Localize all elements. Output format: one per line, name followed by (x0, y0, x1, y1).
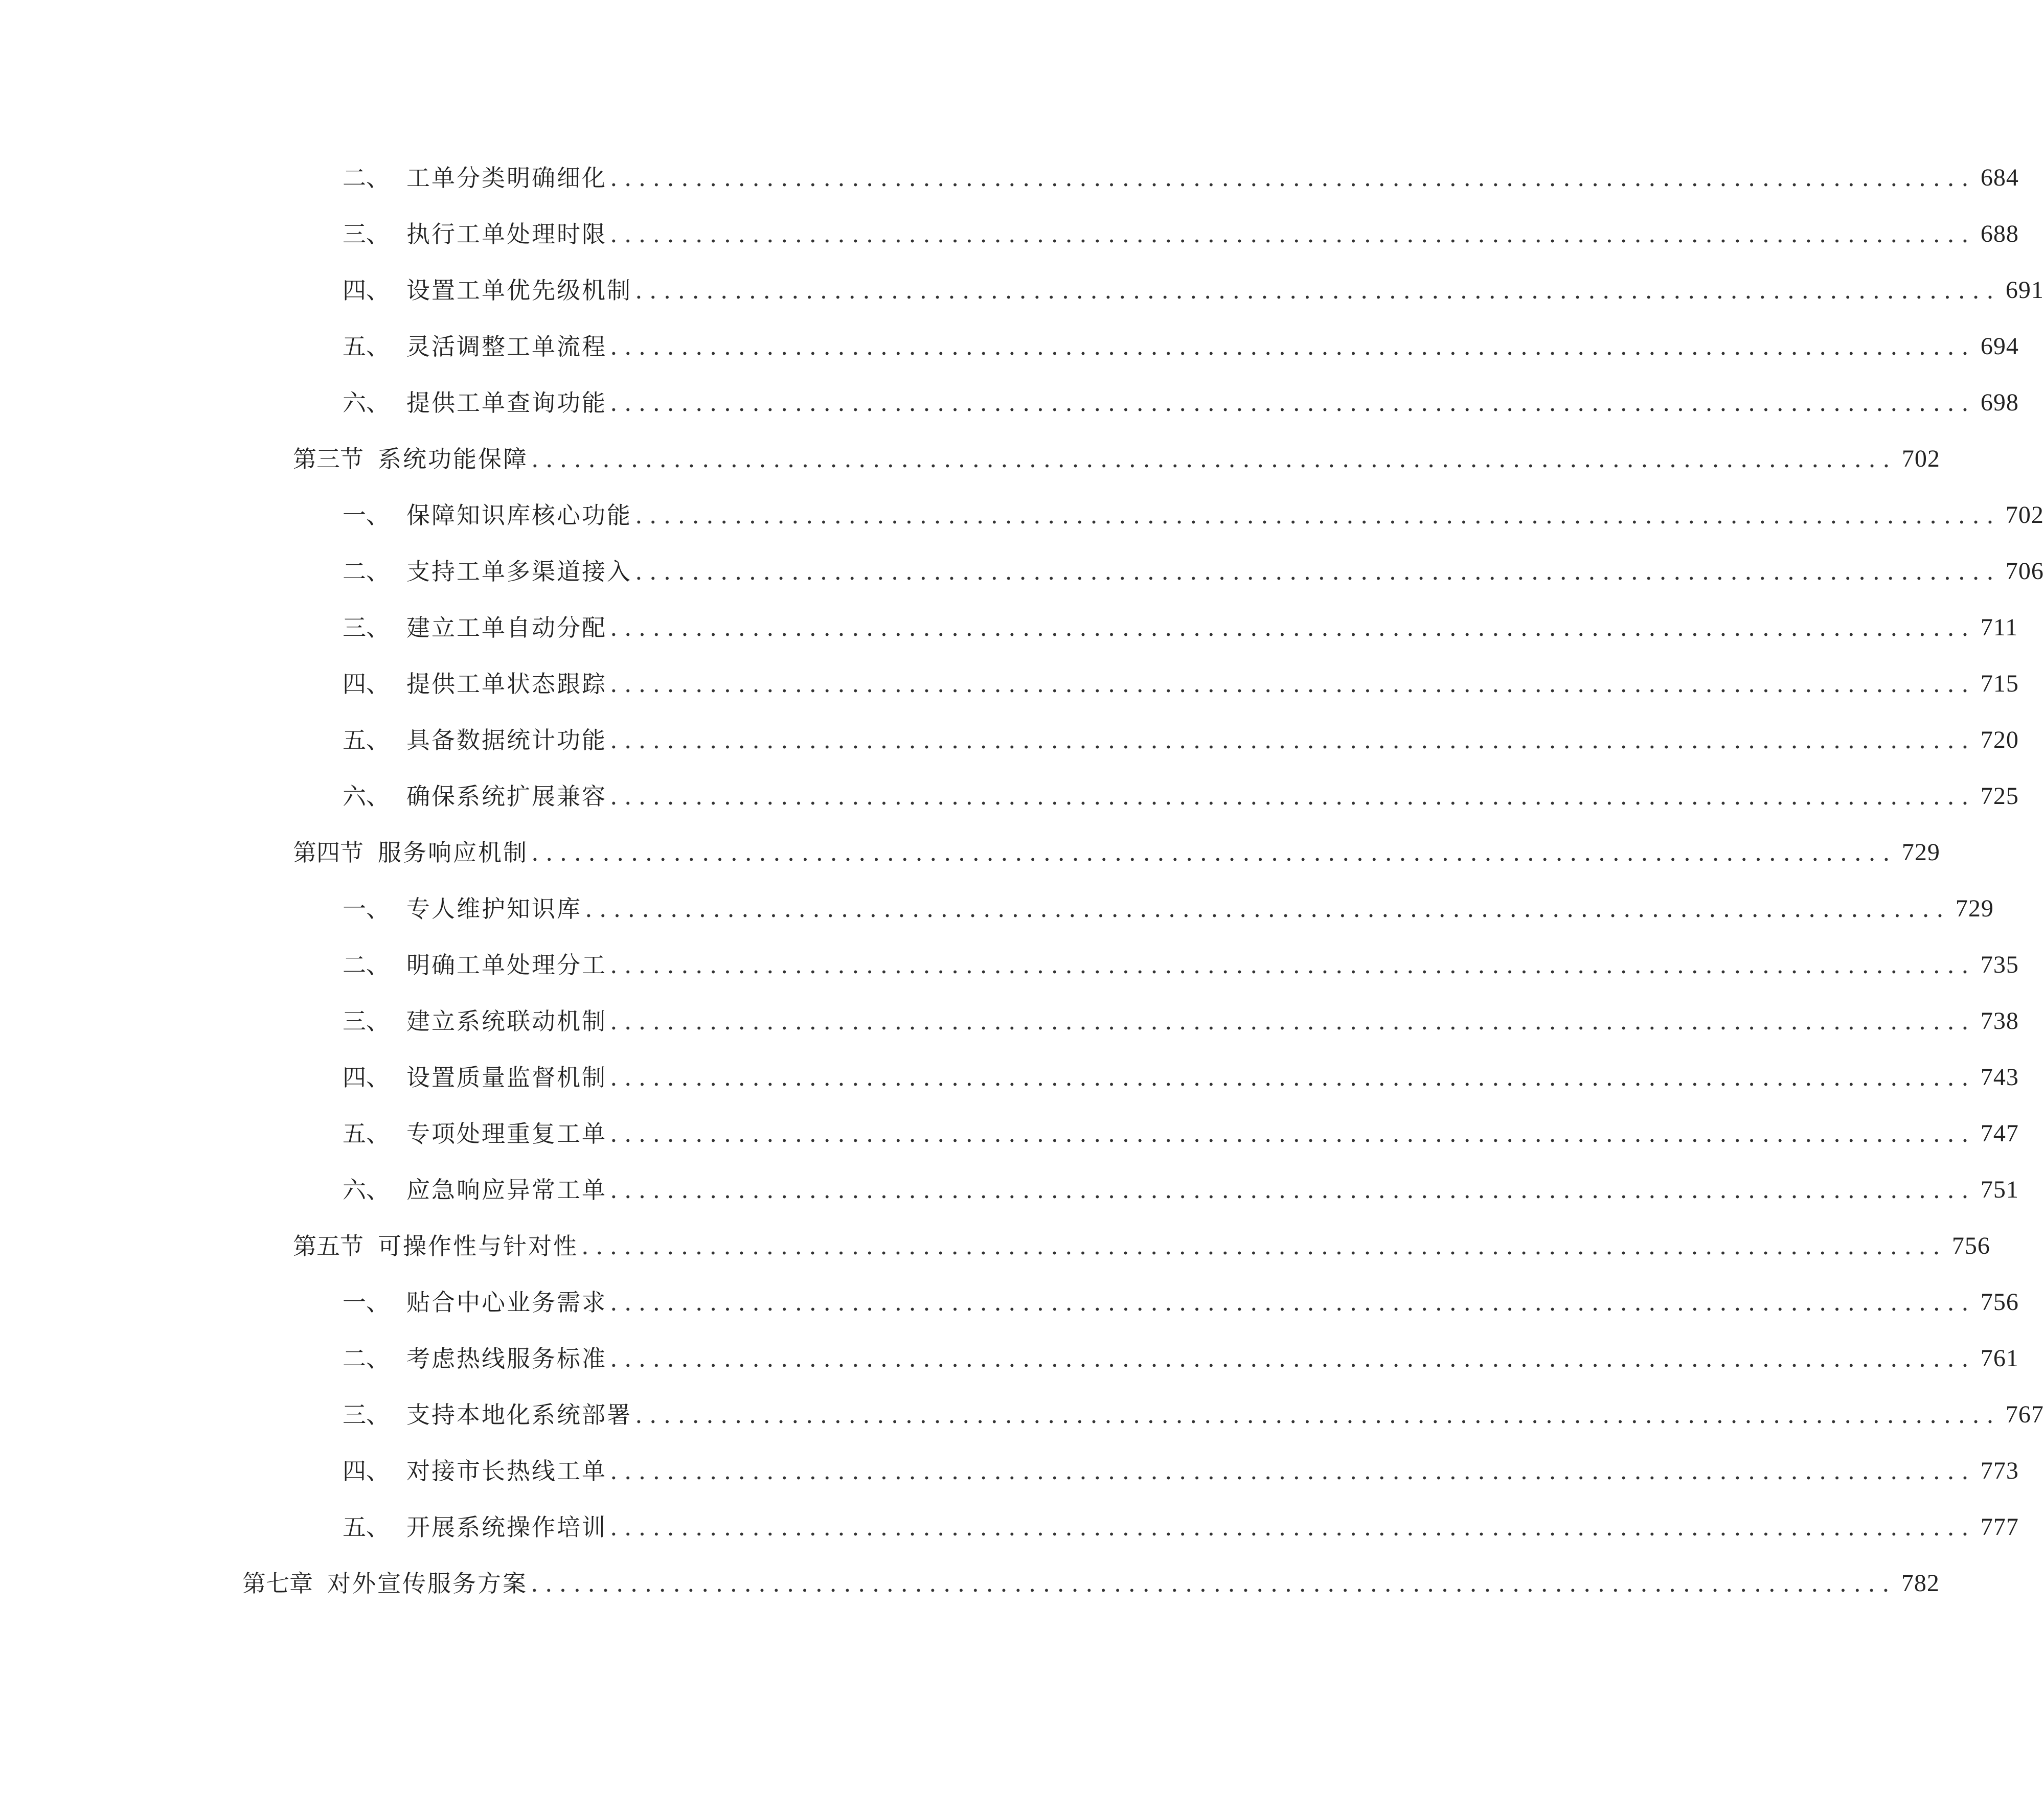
dot-leader: ................................................................................................ (610, 614, 1975, 641)
dot-leader: ................................................................................................ (610, 670, 1975, 698)
entry-page-number: 684 (1980, 164, 2019, 191)
entry-title: 保障知识库核心功能 (406, 501, 632, 529)
dot-leader: ................................................................................................ (610, 164, 1975, 192)
toc-entry[interactable] (343, 1113, 2019, 1154)
entry-number: 三、 (343, 1401, 390, 1429)
entry-number: 四、 (343, 277, 390, 304)
entry-title: 确保系统扩展兼容 (406, 783, 607, 810)
toc-entry[interactable] (343, 1394, 2044, 1435)
entry-number: 四、 (343, 670, 390, 698)
entry-title: 提供工单查询功能 (406, 389, 607, 417)
dot-leader: ................................................................................................ (610, 1176, 1975, 1204)
toc-entry[interactable] (343, 1057, 2019, 1098)
entry-page-number: 743 (1980, 1064, 2019, 1091)
dot-leader: ................................................................................................ (610, 1120, 1975, 1147)
toc-entry[interactable] (343, 888, 1994, 929)
entry-title: 具备数据统计功能 (406, 726, 607, 754)
toc-entry[interactable] (343, 1451, 2019, 1491)
entry-page-number: 751 (1980, 1176, 2019, 1203)
entry-number: 五、 (343, 333, 390, 360)
dot-leader: ................................................................................................ (610, 1007, 1975, 1035)
entry-number: 六、 (343, 389, 390, 417)
entry-page-number: 688 (1980, 220, 2019, 247)
entry-page-number: 702 (2005, 501, 2044, 528)
entry-title: 应急响应异常工单 (406, 1176, 607, 1204)
entry-number: 二、 (343, 558, 390, 585)
entry-page-number: 720 (1980, 726, 2019, 753)
entry-number: 五、 (343, 726, 390, 754)
dot-leader: ................................................................................................ (610, 1064, 1975, 1091)
entry-number: 第五节 (293, 1232, 364, 1260)
entry-page-number: 729 (1955, 895, 1994, 922)
entry-page-number: 782 (1901, 1570, 1940, 1597)
toc-entry[interactable] (343, 1169, 2019, 1210)
entry-title: 设置工单优先级机制 (406, 277, 632, 304)
entry-page-number: 756 (1980, 1289, 2019, 1316)
toc-entry[interactable] (343, 663, 2019, 704)
entry-number: 五、 (343, 1120, 390, 1147)
dot-leader: ................................................................................................ (585, 895, 1950, 923)
toc-entry[interactable] (343, 1001, 2019, 1042)
toc-entry-section[interactable] (293, 439, 1940, 479)
entry-page-number: 729 (1901, 839, 1940, 866)
dot-leader: ................................................................................................ (610, 726, 1975, 754)
entry-number: 三、 (343, 220, 390, 248)
entry-page-number: 691 (2005, 277, 2044, 304)
entry-number: 四、 (343, 1457, 390, 1485)
entry-number: 六、 (343, 1176, 390, 1204)
entry-number: 一、 (343, 501, 390, 529)
toc-entry[interactable] (343, 551, 2044, 592)
entry-number: 二、 (343, 164, 390, 192)
entry-title: 灵活调整工单流程 (406, 333, 607, 360)
dot-leader: ................................................................................................ (610, 389, 1975, 417)
entry-page-number: 777 (1980, 1513, 2019, 1541)
entry-title: 对外宣传服务方案 (327, 1570, 528, 1597)
dot-leader: ................................................................................................ (635, 558, 2001, 585)
entry-number: 三、 (343, 1007, 390, 1035)
entry-title: 专项处理重复工单 (406, 1120, 607, 1147)
toc-entry[interactable] (343, 1282, 2019, 1323)
toc-entry[interactable] (343, 495, 2044, 536)
dot-leader: ................................................................................................ (635, 1401, 2001, 1429)
toc-entry[interactable] (343, 1507, 2019, 1548)
toc-entry[interactable] (343, 607, 2018, 648)
dot-leader: ................................................................................................ (581, 1232, 1947, 1260)
toc-entry[interactable] (343, 157, 2019, 198)
entry-title: 专人维护知识库 (406, 895, 582, 923)
dot-leader: ................................................................................................ (610, 1513, 1975, 1541)
toc-entry[interactable] (343, 326, 2019, 367)
toc-entry[interactable] (343, 720, 2019, 761)
entry-number: 六、 (343, 783, 390, 810)
entry-page-number: 706 (2005, 558, 2044, 585)
entry-title: 考虑热线服务标准 (406, 1345, 607, 1372)
entry-number: 二、 (343, 1345, 390, 1372)
entry-title: 提供工单状态跟踪 (406, 670, 607, 698)
entry-number: 第七章 (242, 1570, 313, 1597)
entry-title: 可操作性与针对性 (378, 1232, 578, 1260)
entry-page-number: 702 (1901, 445, 1940, 472)
toc-entry-chapter[interactable] (242, 1563, 1940, 1604)
entry-title: 建立工单自动分配 (406, 614, 607, 641)
dot-leader: ................................................................................................ (531, 445, 1897, 473)
toc-entry[interactable] (343, 270, 2044, 311)
dot-leader: ................................................................................................ (635, 277, 2001, 304)
dot-leader: ................................................................................................ (531, 839, 1897, 866)
entry-number: 二、 (343, 951, 390, 979)
entry-title: 执行工单处理时限 (406, 220, 607, 248)
dot-leader: ................................................................................................ (531, 1570, 1896, 1597)
entry-title: 建立系统联动机制 (406, 1007, 607, 1035)
dot-leader: ................................................................................................ (610, 1289, 1975, 1316)
entry-number: 第三节 (293, 445, 364, 473)
dot-leader: ................................................................................................ (610, 1457, 1975, 1485)
toc-entry-section[interactable] (293, 1226, 1990, 1267)
dot-leader: ................................................................................................ (610, 333, 1975, 360)
entry-number: 五、 (343, 1513, 390, 1541)
dot-leader: ................................................................................................ (610, 220, 1975, 248)
entry-page-number: 761 (1980, 1345, 2019, 1372)
entry-number: 第四节 (293, 839, 364, 866)
toc-entry[interactable] (343, 382, 2019, 423)
toc-entry[interactable] (343, 1338, 2019, 1379)
entry-page-number: 725 (1980, 783, 2019, 810)
entry-title: 服务响应机制 (378, 839, 528, 866)
entry-page-number: 711 (1980, 614, 2018, 641)
entry-number: 三、 (343, 614, 390, 641)
entry-number: 一、 (343, 895, 390, 923)
toc-entry[interactable] (343, 214, 2019, 255)
entry-page-number: 698 (1980, 389, 2019, 416)
entry-title: 对接市长热线工单 (406, 1457, 607, 1485)
entry-page-number: 738 (1980, 1007, 2019, 1035)
entry-title: 开展系统操作培训 (406, 1513, 607, 1541)
entry-number: 四、 (343, 1064, 390, 1091)
toc-entry[interactable] (343, 945, 2019, 985)
toc-entry[interactable] (343, 776, 2019, 817)
entry-page-number: 715 (1980, 670, 2019, 697)
entry-title: 设置质量监督机制 (406, 1064, 607, 1091)
entry-page-number: 773 (1980, 1457, 2019, 1484)
entry-title: 支持工单多渠道接入 (406, 558, 632, 585)
dot-leader: ................................................................................................ (610, 951, 1975, 979)
entry-title: 系统功能保障 (378, 445, 528, 473)
toc-entry-section[interactable] (293, 832, 1940, 873)
entry-page-number: 735 (1980, 951, 2019, 978)
entry-page-number: 756 (1951, 1232, 1990, 1259)
dot-leader: ................................................................................................ (610, 1345, 1975, 1372)
entry-page-number: 694 (1980, 333, 2019, 360)
entry-page-number: 767 (2005, 1401, 2044, 1428)
entry-page-number: 747 (1980, 1120, 2019, 1147)
entry-number: 一、 (343, 1289, 390, 1316)
entry-title: 贴合中心业务需求 (406, 1289, 607, 1316)
dot-leader: ................................................................................................ (635, 501, 2001, 529)
entry-title: 明确工单处理分工 (406, 951, 607, 979)
dot-leader: ................................................................................................ (610, 783, 1975, 810)
entry-title: 支持本地化系统部署 (406, 1401, 632, 1429)
entry-title: 工单分类明确细化 (406, 164, 607, 192)
